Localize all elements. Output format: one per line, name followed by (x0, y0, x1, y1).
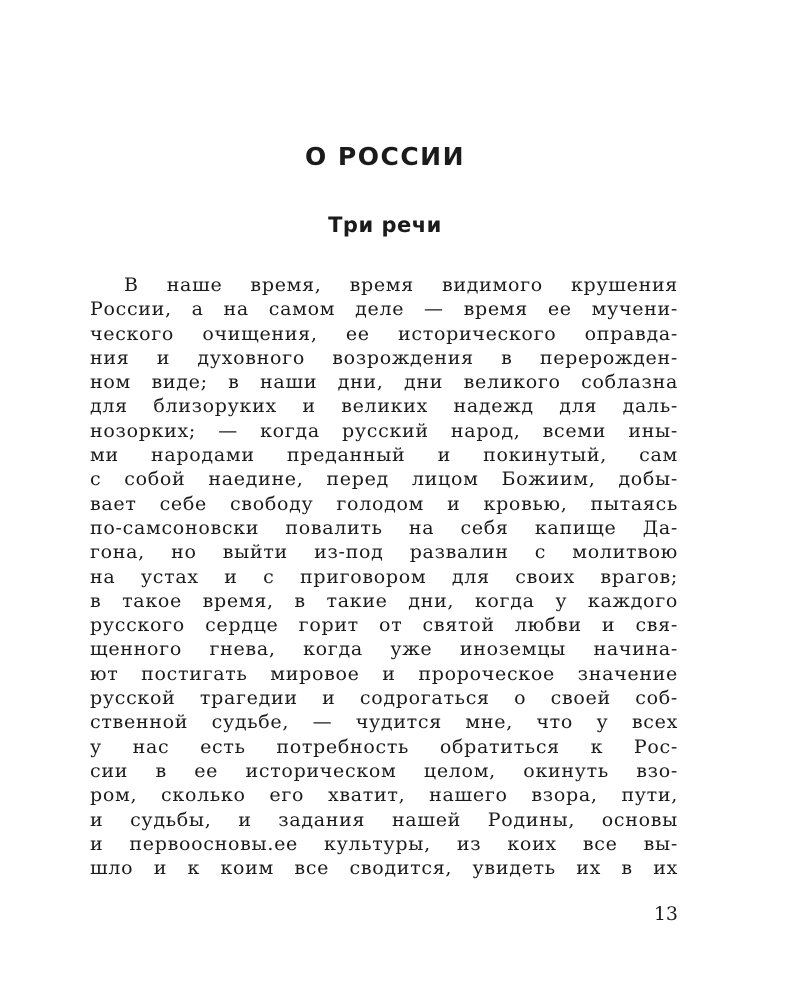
text-line: на устах и с приговором для своих врагов; (90, 565, 678, 588)
text-line: ственной судьбе, — чудится мне, что у всех (90, 711, 678, 734)
text-line: России, а на самом деле — время ее мучени- (90, 298, 678, 321)
text-line: русской трагедии и содрогаться о своей соб- (90, 687, 678, 710)
text-line: вает себе свободу голодом и кровью, пытаясь (90, 492, 678, 515)
text-line: и первоосновы.ее культуры, из коих все вы- (90, 832, 678, 855)
text-line: у нас есть потребность обратиться к Рос- (90, 735, 678, 758)
text-line: для близоруких и великих надежд для даль- (90, 395, 678, 418)
text-line: ном виде; в наши дни, дни великого соблазна (90, 371, 678, 394)
section-title: Три речи (328, 213, 442, 237)
text-line: щенного гнева, когда уже иноземцы начина- (90, 638, 678, 661)
text-line: сии в ее историческом целом, окинуть взо- (90, 759, 678, 782)
text-line: шло и к коим все сводится, увидеть их в их (90, 857, 678, 880)
text-line: нозорких; — когда русский народ, всеми ины- (90, 419, 678, 442)
text-line: ния и духовного возрождения в перерожден- (90, 346, 678, 369)
text-line: ческого очищения, ее исторического оправда- (90, 322, 678, 345)
text-line: в такое время, в такие дни, когда у каждого (90, 589, 678, 612)
text-line: ми народами преданный и покинутый, сам (90, 444, 678, 467)
body-text (90, 273, 678, 880)
text-line: В наше время, время видимого крушения (124, 274, 678, 296)
text-line: по-самсоновски повалить на себя капище Да- (90, 516, 678, 539)
text-line: и судьбы, и задания нашей Родины, основы (90, 808, 678, 831)
text-line: с собой наедине, перед лицом Божиим, добы- (90, 468, 678, 491)
text-line: ют постигать мировое и пророческое значение (90, 662, 678, 685)
page-number: 13 (653, 903, 678, 925)
text-line: русского сердце горит от святой любви и свя- (90, 614, 678, 637)
text-line: гона, но выйти из-под развалин с молитвою (90, 541, 678, 564)
chapter-title: О РОССИИ (304, 142, 466, 171)
text-line: ром, сколько его хватит, нашего взора, пути, (90, 784, 678, 807)
